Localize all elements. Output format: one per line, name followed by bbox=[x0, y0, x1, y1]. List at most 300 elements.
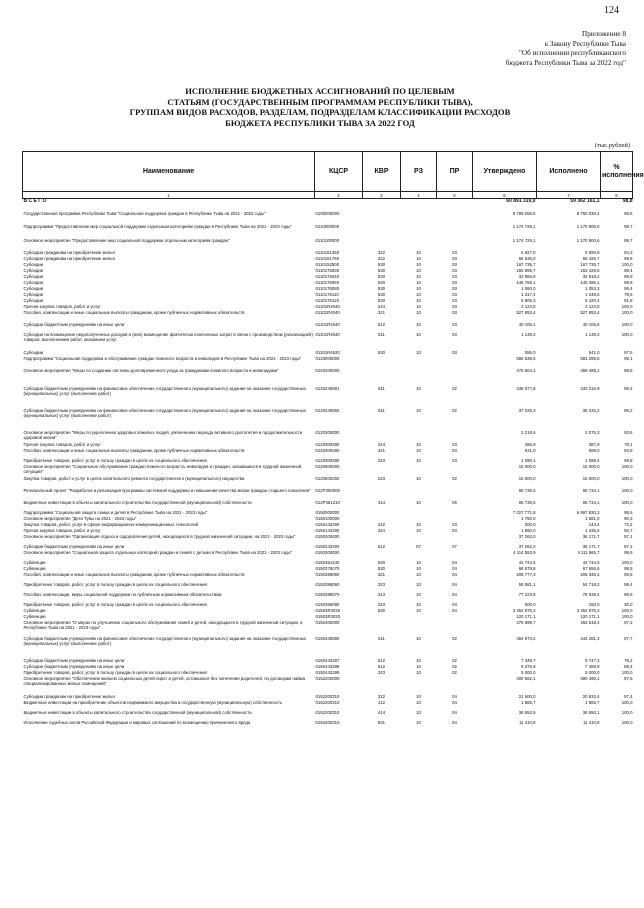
row-kvr: 530 bbox=[377, 268, 386, 273]
row-executed: 1 170 900,6 bbox=[576, 224, 600, 229]
row-percent: 99,6 bbox=[624, 211, 633, 216]
row-name: Приобретение товаров, работ, услуг в пользу граждан в целях их социального обеспечения bbox=[23, 602, 207, 607]
title-line: СТАТЬЯМ (ГОСУДАРСТВЕННЫМ ПРОГРАММАМ РЕСПУБЛИКИ ТЫВА), bbox=[167, 96, 473, 107]
row-rz bbox=[401, 238, 437, 250]
row-approved: 475 604,1 bbox=[516, 368, 536, 373]
row-name: Субсидии гражданам на приобретение жилья bbox=[23, 250, 115, 255]
row-approved: 631,0 bbox=[524, 448, 536, 453]
row-kvr: 323 bbox=[377, 582, 386, 587]
row-rz: 10 bbox=[416, 292, 421, 297]
row-name: Основное мероприятие "Предоставление мер социальной поддержки отдельным категориям граждан" bbox=[23, 238, 230, 243]
table-row bbox=[23, 582, 633, 592]
row-percent: 100,0 bbox=[621, 614, 633, 619]
header-row bbox=[23, 152, 633, 192]
row-executed: 95 734,1 bbox=[582, 500, 600, 505]
table-row bbox=[23, 310, 633, 322]
table-row bbox=[23, 356, 633, 368]
row-pr: 03 bbox=[452, 274, 457, 279]
row-kcsr: 0120200000 bbox=[315, 368, 340, 373]
row-pr: 03 bbox=[452, 280, 457, 285]
table-row bbox=[23, 488, 633, 500]
row-name: Приобретение товаров, работ, услуг в пользу граждан в целях их социального обеспечения bbox=[23, 670, 207, 675]
row-kcsr: 0110176060 bbox=[315, 280, 340, 285]
table-row bbox=[23, 322, 633, 332]
row-kcsr: 0150389060 bbox=[315, 572, 340, 577]
row-rz bbox=[401, 430, 437, 442]
row-kvr: 530 bbox=[377, 560, 386, 565]
row-kcsr: 0110176110 bbox=[315, 292, 339, 297]
row-executed: 95 734,1 bbox=[582, 488, 600, 493]
row-percent: 99,7 bbox=[624, 238, 633, 243]
row-kcsr: 0150000000 bbox=[315, 510, 340, 515]
row-executed: 433 216,9 bbox=[580, 386, 600, 391]
row-rz: 10 bbox=[416, 256, 421, 261]
col-header-approved: Утверждено bbox=[473, 152, 537, 192]
row-kcsr: 0150389060 bbox=[315, 582, 340, 587]
row-kvr: 313 bbox=[377, 592, 386, 597]
row-approved: 500,0 bbox=[524, 602, 536, 607]
row-percent: 99,9 bbox=[624, 274, 633, 279]
row-kvr: 611 bbox=[378, 386, 385, 391]
row-name: Закупка товаров, работ, услуг в сфере информационно-коммуникационных технологий bbox=[23, 522, 199, 527]
row-approved: 1 174 729,1 bbox=[512, 238, 536, 243]
row-kvr bbox=[363, 534, 401, 544]
row-name: Основное мероприятие "Социальная защита отдельных категорий граждан и семей с детьми в Республике Тыва на 2021 - 2023 годы" bbox=[23, 550, 293, 555]
row-executed: 2 123,0 bbox=[585, 304, 600, 309]
column-number-row bbox=[23, 192, 633, 199]
row-pr: 03 bbox=[452, 310, 457, 315]
appendix-line: Приложение 8 bbox=[582, 30, 626, 38]
row-pr bbox=[437, 368, 473, 386]
row-pr: 02 bbox=[452, 670, 457, 675]
row-kvr: 530 bbox=[377, 350, 386, 355]
row-approved: 37 262,0 bbox=[518, 534, 536, 539]
table-row bbox=[23, 710, 633, 720]
row-name: Подпрограмма "Социальная поддержка и обслуживание граждан пожилого возраста и инвалидов в Республике Тыва на 2021 - 2023 годы" bbox=[23, 356, 302, 361]
row-name: Субсидии бюджетным учреждениям на финансовое обеспечение государственного (муниципального) задания на оказание государственных (муниципальных) услуг (выполнение работ) bbox=[23, 386, 307, 396]
row-kcsr: 0120500000 bbox=[315, 464, 340, 469]
row-kcsr: 01101R4040 bbox=[315, 322, 340, 327]
row-approved: 586 538,6 bbox=[516, 356, 536, 361]
row-executed: 206 348,4 bbox=[580, 572, 600, 577]
row-executed: 527 853,4 bbox=[580, 310, 600, 315]
row-executed: 35 232,2 bbox=[582, 408, 600, 413]
row-percent: 100,0 bbox=[621, 488, 633, 493]
row-executed: 1 581,0 bbox=[585, 516, 600, 521]
row-kvr: 612 bbox=[377, 544, 386, 549]
row-pr: 03 bbox=[452, 322, 457, 327]
row-name: Субвенции bbox=[23, 614, 46, 619]
row-rz: 10 bbox=[416, 608, 421, 613]
row-executed: 4 111 565,7 bbox=[577, 550, 600, 555]
row-percent: 100,0 bbox=[621, 500, 633, 505]
row-name: Субсидии bbox=[23, 292, 44, 297]
row-rz: 10 bbox=[416, 636, 421, 641]
row-rz: 07 bbox=[416, 544, 421, 549]
row-percent: 99,9 bbox=[624, 550, 633, 555]
row-executed: 2 075,3 bbox=[585, 430, 600, 435]
row-executed: 15 000,0 bbox=[582, 476, 600, 481]
row-approved: 3 452 876,3 bbox=[512, 608, 536, 613]
row-percent: 100,0 bbox=[621, 700, 633, 705]
row-approved: 555,0 bbox=[524, 350, 536, 355]
row-kvr bbox=[363, 238, 401, 250]
row-kcsr: 01101R4040 bbox=[315, 310, 340, 315]
row-executed: 1 048,6 bbox=[585, 292, 600, 297]
row-approved: 21 500,0 bbox=[518, 694, 536, 699]
row-kvr: 321 bbox=[377, 448, 386, 453]
row-executed: 167 735,7 bbox=[580, 262, 600, 267]
row-kcsr: 01503R3020 bbox=[315, 608, 341, 613]
row-executed: 42 744,5 bbox=[582, 560, 600, 565]
row-name: Субсидии гражданам на приобретение жилья bbox=[23, 694, 115, 699]
row-approved: 15 000,0 bbox=[518, 464, 536, 469]
row-pr: 04 bbox=[452, 720, 457, 725]
row-executed: 145 496,1 bbox=[580, 280, 600, 285]
row-executed: 67 656,6 bbox=[582, 566, 600, 571]
row-executed: 1 865,7 bbox=[585, 700, 600, 705]
appendix-line: бюджета Республики Тыва за 2022 год" bbox=[505, 58, 626, 67]
row-percent: 92,7 bbox=[624, 528, 633, 533]
row-rz bbox=[401, 534, 437, 544]
row-kcsr: 0150442287 bbox=[315, 658, 340, 663]
row-pr: 03 bbox=[452, 262, 457, 267]
row-kvr bbox=[363, 550, 401, 560]
row-percent: 99,8 bbox=[624, 458, 633, 463]
row-rz: 10 bbox=[416, 332, 421, 337]
row-percent: 97,4 bbox=[624, 694, 633, 699]
row-rz: 10 bbox=[416, 582, 421, 587]
row-executed: 5 420,4 bbox=[585, 298, 600, 303]
row-name: Субсидии бюджетным учреждениям на финансовое обеспечение государственного (муниципального) задания на оказание государственных (муниципальных) услуг (выполнение работ) bbox=[23, 408, 307, 418]
row-pr: 02 bbox=[452, 664, 457, 669]
row-name: Подпрограмма "Социальная защита семьи и детей в Республике Тыва на 2021 - 2023 годы" bbox=[23, 510, 208, 515]
table-row bbox=[23, 238, 633, 250]
row-executed: 1 170 900,6 bbox=[576, 238, 600, 243]
row-kvr: 244 bbox=[377, 528, 386, 533]
row-kvr: 612 bbox=[377, 658, 386, 663]
row-name: Основное мероприятие "Меры по созданию системы долговременного ухода за гражданами пожилого возраста и инвалидами" bbox=[23, 368, 279, 373]
row-name: Субсидии bbox=[23, 298, 44, 303]
row-pr: 03 bbox=[452, 304, 457, 309]
row-percent: 97,2 bbox=[624, 620, 633, 625]
row-name: Субсидии бюджетным учреждениям на иные цели bbox=[23, 322, 125, 327]
row-rz bbox=[401, 224, 437, 238]
row-approved: 438 577,8 bbox=[516, 386, 536, 391]
row-kcsr: 0152200000 bbox=[315, 676, 340, 681]
row-executed: 541,0 bbox=[588, 350, 600, 355]
table-row bbox=[23, 676, 633, 694]
row-kcsr: 0120300280 bbox=[315, 448, 340, 453]
document-title bbox=[40, 86, 600, 128]
row-executed: 1 139,3 bbox=[585, 332, 600, 337]
row-kvr: 611 bbox=[378, 408, 385, 413]
row-rz bbox=[401, 676, 437, 694]
row-kcsr: 0120500250 bbox=[315, 476, 340, 481]
row-kcsr: 0110151760 bbox=[315, 256, 340, 261]
table-row bbox=[23, 534, 633, 544]
row-percent: 99,8 bbox=[624, 256, 633, 261]
row-name: Субсидии бюджетным учреждениям на иные цели bbox=[23, 658, 125, 663]
row-rz bbox=[401, 620, 437, 636]
row-percent: 100,0 bbox=[621, 670, 633, 675]
row-pr: 04 bbox=[452, 566, 457, 571]
row-kvr bbox=[363, 430, 401, 442]
row-name: Пособия, компенсации, меры социальной поддержки по публичным нормативным обязательствам bbox=[23, 592, 222, 597]
row-approved: 145 768,1 bbox=[516, 280, 536, 285]
row-pr: 03 bbox=[452, 528, 457, 533]
row-rz: 10 bbox=[416, 500, 421, 505]
table-body bbox=[23, 199, 633, 731]
row-approved: 1 060,0 bbox=[521, 286, 536, 291]
col-header-kcsr: КЦСР bbox=[315, 152, 363, 192]
row-kcsr: 0110151350 bbox=[315, 250, 340, 255]
row-pr bbox=[437, 620, 473, 636]
row-percent: 89,4 bbox=[624, 664, 633, 669]
row-name: Региональный проект "Разработка и реализация программы системной поддержки и повышения качества жизни граждан старшего поколения" bbox=[23, 488, 311, 493]
row-approved: 496,9 bbox=[524, 442, 536, 447]
row-executed: 387,9 bbox=[588, 442, 600, 447]
table-row bbox=[23, 636, 633, 658]
row-kcsr: 0120240592 bbox=[315, 408, 340, 413]
row-executed: 36 171,7 bbox=[582, 534, 600, 539]
row-executed: 7 489,8 bbox=[585, 664, 600, 669]
row-kcsr: 01503R3020 bbox=[315, 614, 341, 619]
row-percent: 99,1 bbox=[624, 356, 633, 361]
row-kvr: 612 bbox=[377, 664, 386, 669]
row-pr: 03 bbox=[452, 292, 457, 297]
appendix-note bbox=[326, 30, 626, 68]
row-executed: 144,4 bbox=[588, 522, 600, 527]
row-executed: 20 933,4 bbox=[582, 694, 600, 699]
row-pr: 03 bbox=[452, 448, 457, 453]
row-percent: 97,5 bbox=[624, 676, 633, 681]
row-pr: 07 bbox=[452, 544, 457, 549]
row-pr bbox=[437, 430, 473, 442]
row-kcsr: 012P351210 bbox=[315, 500, 340, 505]
col-header-name: Наименование bbox=[23, 152, 315, 192]
units-label: (тыс.рублей) bbox=[594, 142, 630, 149]
row-kcsr: 0110152500 bbox=[315, 262, 340, 267]
row-rz bbox=[401, 464, 437, 476]
row-name: Бюджетные инвестиции в объекты капитального строительства государственной (муниципальной) собственности bbox=[23, 500, 252, 505]
table-row bbox=[23, 550, 633, 560]
row-kvr: 323 bbox=[377, 670, 386, 675]
row-rz: 10 bbox=[416, 522, 421, 527]
row-kvr: 530 bbox=[377, 274, 386, 279]
row-kvr: 530 bbox=[377, 262, 386, 267]
table-row bbox=[23, 592, 633, 602]
row-executed: 36 550,1 bbox=[582, 710, 600, 715]
row-rz: 10 bbox=[416, 322, 421, 327]
row-kvr bbox=[363, 224, 401, 238]
row-kcsr: 01101R4040 bbox=[315, 332, 340, 337]
table-row bbox=[23, 408, 633, 430]
row-kvr: 412 bbox=[377, 700, 386, 705]
row-rz: 10 bbox=[416, 310, 421, 315]
row-percent: 100,0 bbox=[621, 560, 633, 565]
row-rz: 10 bbox=[416, 710, 421, 715]
row-kvr: 243 bbox=[377, 476, 386, 481]
row-rz: 10 bbox=[416, 448, 421, 453]
row-kcsr: 0110176040 bbox=[315, 274, 340, 279]
row-name: Субсидии bbox=[23, 274, 44, 279]
row-approved: 155 896,7 bbox=[516, 268, 536, 273]
row-percent: 72,2 bbox=[624, 522, 633, 527]
total-percent: 98,8 bbox=[622, 198, 633, 204]
column-number: 8 bbox=[601, 192, 633, 199]
row-approved: 15 000,0 bbox=[518, 476, 536, 481]
row-kvr bbox=[363, 464, 401, 476]
table-row bbox=[23, 500, 633, 510]
row-rz: 10 bbox=[416, 458, 421, 463]
row-percent: 99,6 bbox=[624, 510, 633, 515]
row-pr: 03 bbox=[452, 268, 457, 273]
row-name: Основное мероприятие "Организация отдыха и оздоровления детей, находящихся в трудной жизненной ситуации, на 2021 - 2023 годы" bbox=[23, 534, 296, 539]
row-kvr: 831 bbox=[377, 720, 386, 725]
row-approved: 42 744,5 bbox=[518, 560, 536, 565]
row-rz bbox=[401, 206, 437, 224]
row-approved: 37 262,0 bbox=[518, 544, 536, 549]
row-pr: 03 bbox=[452, 298, 457, 303]
row-kvr: 530 bbox=[377, 292, 386, 297]
row-approved: 167 735,7 bbox=[516, 262, 536, 267]
row-pr: 03 bbox=[452, 332, 457, 337]
row-rz: 10 bbox=[416, 602, 421, 607]
row-percent: 99,4 bbox=[624, 286, 633, 291]
row-approved: 7 027 771,8 bbox=[512, 510, 536, 515]
row-percent: 98,5 bbox=[624, 368, 633, 373]
row-percent: 97,7 bbox=[624, 636, 633, 641]
row-rz: 10 bbox=[416, 566, 421, 571]
row-percent: 94,3 bbox=[624, 250, 633, 255]
row-percent: 100,0 bbox=[621, 332, 633, 337]
row-rz: 10 bbox=[416, 476, 421, 481]
row-rz: 10 bbox=[416, 262, 421, 267]
row-percent: 98,5 bbox=[624, 566, 633, 571]
row-name: Приобретение товаров, работ, услуг в пользу граждан в целях их социального обеспечения bbox=[23, 458, 207, 463]
row-rz bbox=[401, 550, 437, 560]
row-name: Основное мероприятие "Дети Тувы на 2021 - 2023 годы" bbox=[23, 516, 137, 521]
row-rz: 10 bbox=[416, 350, 421, 355]
row-rz: 10 bbox=[416, 572, 421, 577]
row-kcsr: 01101R4620 bbox=[315, 350, 340, 355]
row-kcsr: 0120000000 bbox=[315, 356, 340, 361]
row-approved: 206 777,3 bbox=[516, 572, 536, 577]
row-kcsr: 0150142290 bbox=[315, 528, 340, 533]
row-kcsr: 0120300280 bbox=[315, 442, 340, 447]
row-percent: 97,1 bbox=[624, 544, 633, 549]
table-row bbox=[23, 448, 633, 458]
row-kvr: 414 bbox=[377, 500, 386, 505]
row-name: Пособия, компенсации и иные социальные выплаты гражданам, кроме публичных нормативных обязательств bbox=[23, 448, 245, 453]
row-kcsr: 0150200000 bbox=[315, 534, 340, 539]
row-kvr: 530 bbox=[377, 286, 386, 291]
row-pr: 03 bbox=[452, 286, 457, 291]
table-row bbox=[23, 206, 633, 224]
row-approved: 120 171,1 bbox=[516, 614, 536, 619]
row-approved: 40 106,1 bbox=[518, 322, 536, 327]
row-kvr: 323 bbox=[377, 602, 386, 607]
row-approved: 5 000,0 bbox=[521, 670, 536, 675]
total-approved: 60 891 319,0 bbox=[506, 198, 536, 204]
total-row bbox=[23, 199, 633, 207]
row-percent: 79,6 bbox=[624, 292, 633, 297]
row-kvr: 611 bbox=[378, 636, 385, 641]
row-kcsr: 0150389070 bbox=[315, 592, 340, 597]
row-rz: 10 bbox=[416, 280, 421, 285]
row-approved: 1 865,7 bbox=[521, 700, 536, 705]
row-approved: 5 927,0 bbox=[521, 250, 536, 255]
column-number: 2 bbox=[315, 192, 363, 199]
table-row bbox=[23, 700, 633, 710]
row-pr: 03 bbox=[452, 442, 457, 447]
row-name: Основное мероприятие "Меры по укреплению здоровья пожилых людей, увеличению периода активного долголетия и продолжительности здоровой жизни" bbox=[23, 430, 303, 440]
row-approved: 7 349,7 bbox=[521, 658, 536, 663]
row-kcsr: 0110176120 bbox=[315, 298, 340, 303]
row-pr: 04 bbox=[452, 572, 457, 577]
col-header-executed: Исполнено bbox=[537, 152, 601, 192]
row-kcsr: 0110176030 bbox=[315, 268, 340, 273]
col-header-percent: % исполнения bbox=[601, 152, 633, 192]
row-name: Основное мероприятие "О мерах по улучшению социального обслуживания семей и детей, находящихся в трудной жизненной ситуации, в Республике Тыва на 2021 - 2023 годы" bbox=[23, 620, 303, 630]
row-approved: 32 956,8 bbox=[518, 274, 536, 279]
row-rz: 10 bbox=[416, 658, 421, 663]
row-pr bbox=[437, 488, 473, 500]
row-approved: 454 973,2 bbox=[516, 636, 536, 641]
row-kcsr: 0110000000 bbox=[315, 224, 340, 229]
row-approved: 55 581,1 bbox=[518, 582, 536, 587]
row-executed: 5 747,3 bbox=[585, 658, 600, 663]
row-kcsr: 01101R4040 bbox=[315, 304, 340, 309]
row-executed: 32 918,2 bbox=[582, 274, 600, 279]
row-approved: 1 090,1 bbox=[521, 458, 536, 463]
column-number: 1 bbox=[23, 192, 315, 199]
row-executed: 1 436,6 bbox=[585, 528, 600, 533]
row-kcsr: 0110100000 bbox=[315, 238, 340, 243]
row-approved: 68 679,8 bbox=[518, 566, 536, 571]
row-rz: 10 bbox=[416, 664, 421, 669]
row-name: Основное мероприятие "Обеспечение жильем социальных детей-сирот и детей, оставшихся без попечения родителей, по договорам найма специализированных жилых помещений" bbox=[23, 676, 305, 686]
row-rz: 10 bbox=[416, 720, 421, 725]
row-kvr: 242 bbox=[377, 522, 386, 527]
row-percent: 100,0 bbox=[621, 464, 633, 469]
table-row bbox=[23, 720, 633, 730]
row-executed: 40 105,6 bbox=[582, 322, 600, 327]
row-kvr: 244 bbox=[377, 304, 386, 309]
row-percent: 90,3 bbox=[624, 516, 633, 521]
row-percent: 91,8 bbox=[624, 298, 633, 303]
row-kcsr: 0152200310 bbox=[315, 694, 340, 699]
row-name: Закупка товаров, работ и услуг в целях капитального ремонта государственного (муниципального) имущества bbox=[23, 476, 245, 481]
row-kvr: 530 bbox=[377, 280, 386, 285]
row-executed: 120 171,1 bbox=[580, 614, 600, 619]
row-percent: 78,1 bbox=[624, 442, 633, 447]
table-row bbox=[23, 368, 633, 386]
row-approved: 95 736,5 bbox=[518, 500, 536, 505]
table-row bbox=[23, 464, 633, 476]
row-approved: 1 550,0 bbox=[521, 528, 536, 533]
row-rz: 10 bbox=[416, 298, 421, 303]
row-kcsr: 0120300280 bbox=[315, 458, 340, 463]
column-number: 5 bbox=[437, 192, 473, 199]
row-pr: 03 bbox=[452, 458, 457, 463]
row-percent: 100,0 bbox=[621, 304, 633, 309]
row-percent: 99,7 bbox=[624, 224, 633, 229]
row-percent: 95,2 bbox=[624, 408, 633, 413]
row-name: Субсидии бюджетным учреждениям на иные цели bbox=[23, 664, 125, 669]
row-percent: 99,2 bbox=[624, 386, 633, 391]
